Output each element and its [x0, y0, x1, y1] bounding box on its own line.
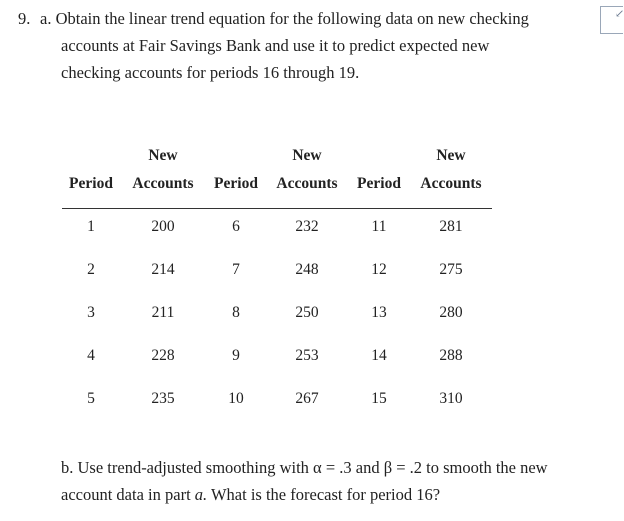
- part-b-var-a: a.: [194, 485, 208, 504]
- period-cell: 5: [87, 390, 95, 407]
- accounts-cell: 280: [439, 304, 463, 321]
- period-cell: 6: [232, 218, 240, 235]
- period-cell: 11: [371, 218, 387, 235]
- period-cell: 1: [87, 218, 95, 235]
- accounts-cell: 235: [151, 390, 175, 407]
- period-cell: 9: [232, 347, 240, 364]
- period-cell: 13: [371, 304, 387, 321]
- accounts-cell: 211: [151, 304, 175, 321]
- header-accounts-1: Accounts: [132, 175, 194, 192]
- part-b-line-2-prefix: account data in part: [61, 485, 195, 504]
- accounts-cell: 253: [295, 347, 319, 364]
- accounts-cell: 232: [295, 218, 319, 235]
- accounts-cell: 267: [295, 390, 319, 407]
- header-rule: [62, 208, 492, 209]
- header-new-3: New: [436, 147, 466, 164]
- accounts-cell: 248: [295, 261, 319, 278]
- accounts-cell: 281: [439, 218, 463, 235]
- accounts-cell: 288: [439, 347, 463, 364]
- accounts-cell: 200: [151, 218, 175, 235]
- part-b-line-2: [61, 485, 440, 505]
- header-new-1: New: [148, 147, 178, 164]
- part-b-line-2-suffix: What is the forecast for period 16?: [207, 485, 441, 504]
- accounts-cell: 214: [151, 261, 175, 278]
- period-cell: 14: [371, 347, 387, 364]
- question-number: 9.: [18, 9, 31, 28]
- period-cell: 2: [87, 261, 95, 278]
- part-a-line-3: checking accounts for periods 16 through 19.: [61, 63, 360, 82]
- accounts-cell: 250: [295, 304, 319, 321]
- period-cell: 15: [371, 390, 387, 407]
- header-new-2: New: [292, 147, 322, 164]
- part-b-line-1: b. Use trend-adjusted smoothing with α = .3 and β = .2 to smooth the new: [61, 458, 548, 477]
- cursor-icon: ↙: [615, 8, 624, 20]
- header-period-1: Period: [69, 175, 113, 192]
- period-cell: 8: [232, 304, 240, 321]
- header-period-2: Period: [214, 175, 258, 192]
- accounts-cell: 310: [439, 390, 463, 407]
- period-cell: 10: [228, 390, 244, 407]
- period-cell: 4: [87, 347, 95, 364]
- part-a-line-2: accounts at Fair Savings Bank and use it to predict expected new: [61, 36, 490, 55]
- accounts-cell: 228: [151, 347, 175, 364]
- part-a-line-1: a. Obtain the linear trend equation for the following data on new checking: [40, 9, 529, 28]
- period-cell: 3: [87, 304, 95, 321]
- header-period-3: Period: [357, 175, 401, 192]
- header-accounts-3: Accounts: [420, 175, 482, 192]
- period-cell: 7: [232, 261, 240, 278]
- accounts-cell: 275: [439, 261, 463, 278]
- period-cell: 12: [371, 261, 387, 278]
- header-accounts-2: Accounts: [276, 175, 338, 192]
